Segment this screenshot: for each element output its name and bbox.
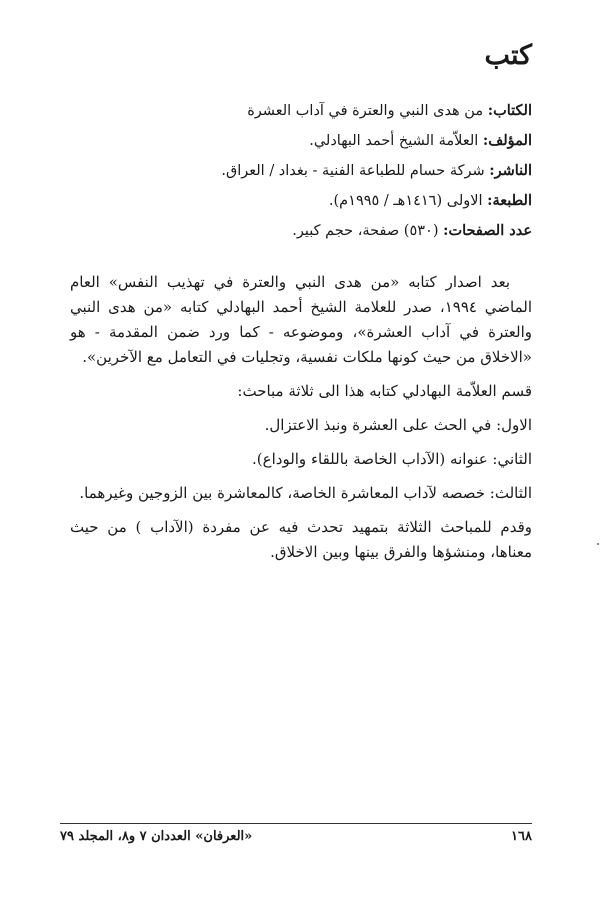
metadata-value: من هدى النبي والعترة في آداب العشرة xyxy=(247,103,488,119)
metadata-label: المؤلف: xyxy=(482,132,532,149)
paragraph-divisions: قسم العلاّمة البهادلي كتابه هذا الى ثلاثة مباحث: xyxy=(237,382,532,400)
journal-footer: «العرفان» العددان ٧ و٨، المجلد ٧٩ xyxy=(60,829,253,844)
book-metadata xyxy=(60,96,532,246)
metadata-label: الكتاب: xyxy=(487,102,532,119)
metadata-book xyxy=(60,96,532,126)
metadata-label: عدد الصفحات: xyxy=(443,222,532,239)
paragraph-first-section: الاول: في الحث على العشرة ونبذ الاعتزال. xyxy=(264,416,532,434)
metadata-value: العلاّمة الشيخ أحمد البهادلي. xyxy=(309,133,483,149)
metadata-value: الاولى (١٤١٦هـ / ١٩٩٥م). xyxy=(328,193,488,209)
metadata-publisher xyxy=(60,156,532,186)
paragraph-intro: بعد اصدار كتابه «من هدى النبي والعترة في تهذيب النفس» العام الماضي ١٩٩٤، صدر للعلامة الشيخ أحمد البهادلي كتابه «من هدى النبي والعترة في آداب العشرة»، وموضوعه - كما ورد ضمن المقدمة - هو «الاخلاق من حيث كونها ملكات نفسية، وتجليات في التعامل مع الآخرين». xyxy=(70,273,532,366)
metadata-edition xyxy=(60,186,532,216)
metadata-pages xyxy=(60,216,532,246)
page-number: ١٦٨ xyxy=(511,829,532,844)
metadata-label: الطبعة: xyxy=(487,192,532,209)
review-body xyxy=(70,270,532,574)
paragraph-third-section: الثالث: خصصه لآداب المعاشرة الخاصة، كالمعاشرة بين الزوجين وغيرهما. xyxy=(79,484,532,502)
metadata-value: (٥٣٠) صفحة، حجم كبير. xyxy=(292,223,444,239)
paragraph-preface: وقدم للمباحث الثلاثة بتمهيد تحدث فيه عن مفردة (الآداب ) من حيث معناها، ومنشؤها والفرق بينها وبين الاخلاق. xyxy=(70,518,532,561)
paragraph-second-section: الثاني: عنوانه (الآداب الخاصة باللقاء والوداع). xyxy=(252,450,532,468)
footer-divider xyxy=(60,823,532,824)
section-title: كتب xyxy=(484,40,532,71)
metadata-label: الناشر: xyxy=(489,162,532,179)
metadata-author xyxy=(60,126,532,156)
margin-mark xyxy=(597,543,599,545)
metadata-value: شركة حسام للطباعة الفنية - بغداد / العراق. xyxy=(221,163,490,179)
